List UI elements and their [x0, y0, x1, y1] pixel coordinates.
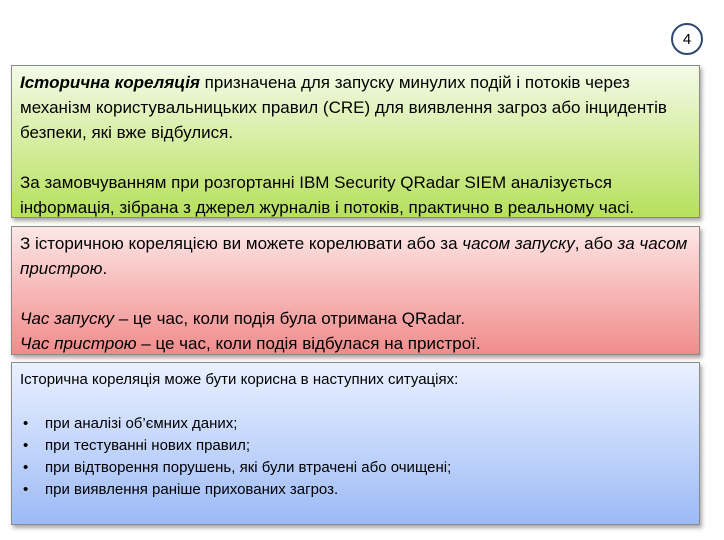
list-item: • при аналізі об’ємних даних;	[20, 413, 691, 435]
use-cases-box	[11, 362, 700, 525]
term-launch-time: часом запуску	[462, 234, 575, 253]
term-device-time: за часом пристрою	[20, 234, 688, 278]
page-number-badge	[671, 23, 703, 55]
device-time-definition: Час пристрою – це час, коли подія відбулася на пристрої.	[20, 334, 481, 353]
launch-time-definition: Час запуску – це час, коли подія була отримана QRadar.	[20, 309, 466, 328]
list-item: • при виявлення раніше прихованих загроз.	[20, 479, 691, 501]
time-options-box	[11, 226, 700, 355]
list-item: • при тестуванні нових правил;	[20, 435, 691, 457]
use-cases-list	[20, 413, 691, 501]
term-historical-correlation: Історична кореляція	[20, 73, 200, 92]
default-mode-paragraph: За замовчуванням при розгортанні IBM Security QRadar SIEM аналізується інформація, зібрана з джерел журналів і потоків, практично в реальному часі.	[20, 173, 635, 217]
definition-box	[11, 65, 700, 218]
definition-paragraph	[20, 70, 691, 145]
page-number: 4	[682, 30, 692, 48]
definition-text: призначена для запуску минулих подій і потоків через механізм користувальницьких правил (CRE) для виявлення загроз або інцидентів безпеки, які вже відбулися.	[20, 73, 667, 142]
list-item: • при відтворення порушень, які були втрачені або очищені;	[20, 457, 691, 479]
time-options-intro: З історичною кореляцією ви можете корелювати або за часом запуску, або за часом пристрою.	[20, 234, 688, 278]
use-cases-intro: Історична кореляція може бути корисна в наступних ситуаціях:	[20, 371, 459, 388]
